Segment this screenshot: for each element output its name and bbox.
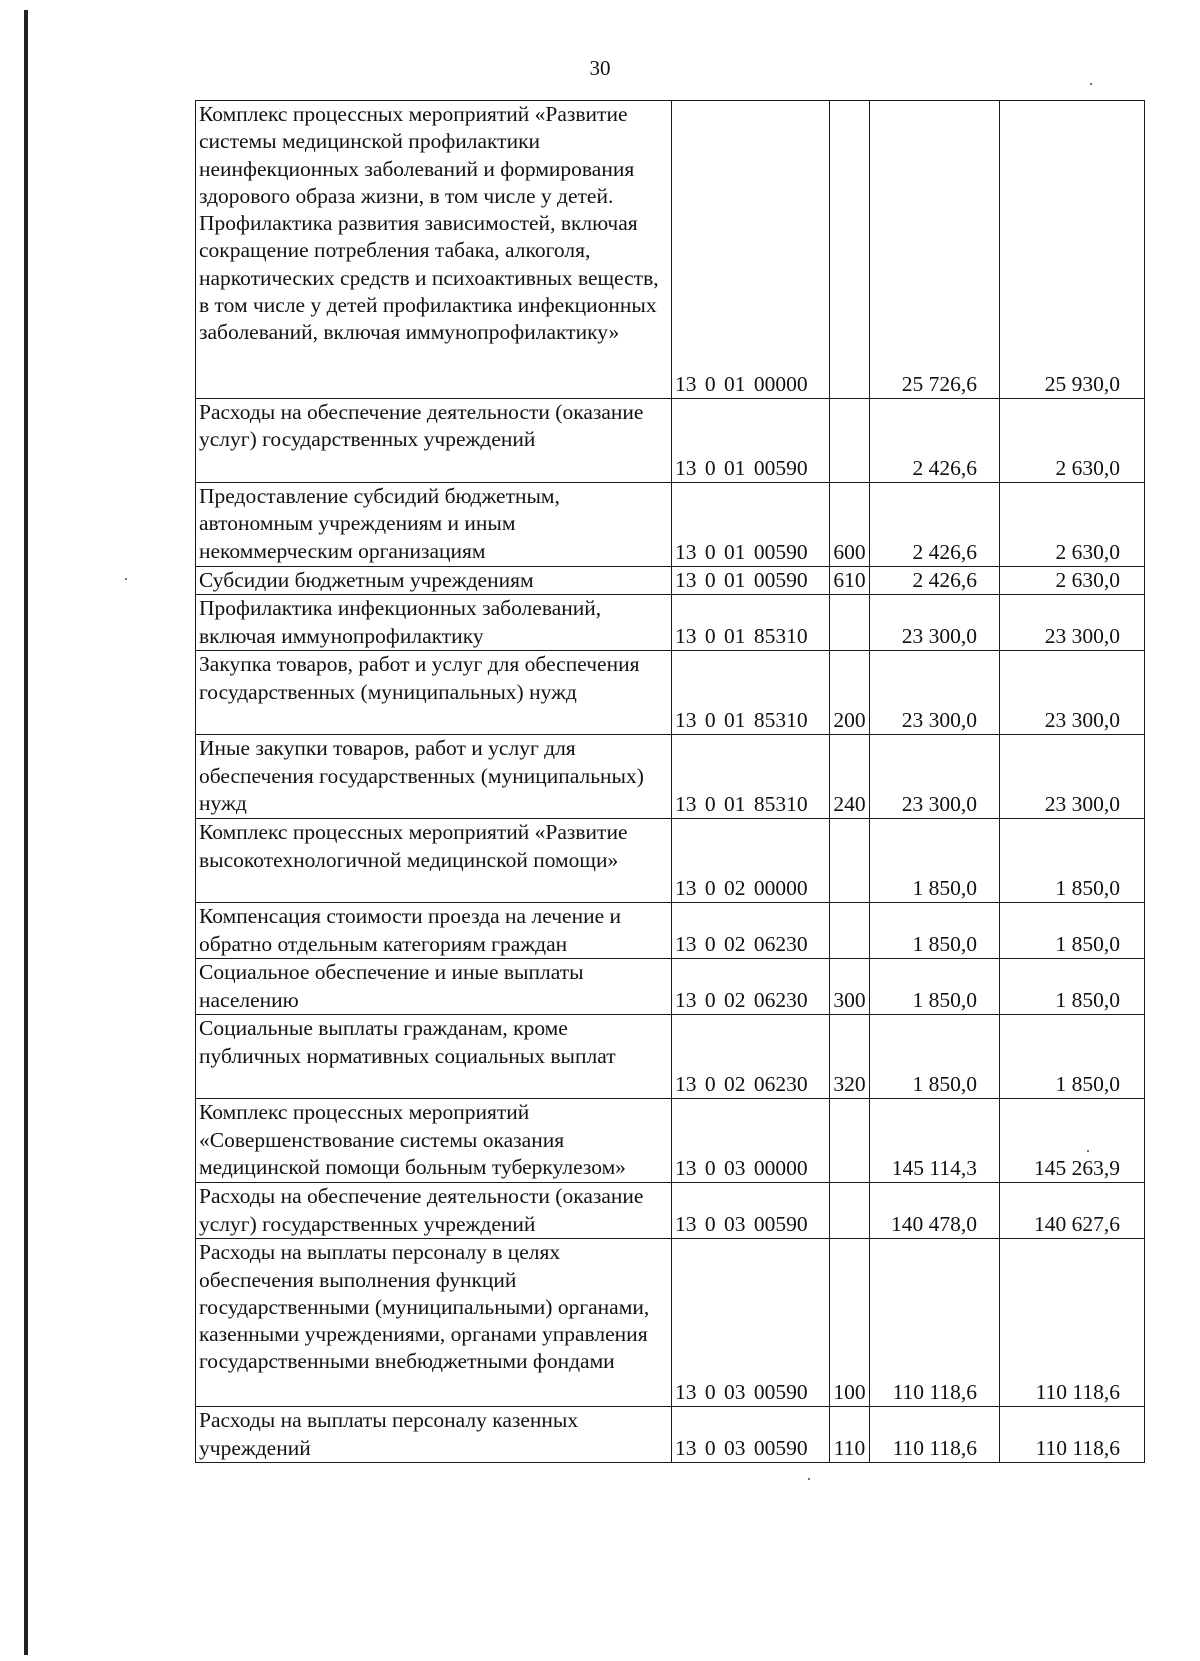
row-name-text: Субсидии бюджетным учреждениям bbox=[199, 568, 534, 592]
row-amount-year1: 23 300,0 bbox=[870, 595, 1000, 651]
table-row bbox=[196, 1407, 1145, 1463]
table-row bbox=[196, 1099, 1145, 1183]
row-expense-type: 110 bbox=[830, 1407, 870, 1463]
row-amount-year1: 110 118,6 bbox=[870, 1239, 1000, 1407]
scan-speck bbox=[808, 1478, 810, 1480]
row-target-article: 13 0 02 06230 bbox=[672, 1015, 830, 1099]
row-name bbox=[196, 399, 672, 483]
row-amount-year2: 2 630,0 bbox=[1000, 483, 1145, 567]
row-name-text: Расходы на выплаты персоналу казенных учреждений bbox=[199, 1408, 579, 1460]
row-target-article: 13 0 02 00000 bbox=[672, 819, 830, 903]
row-name bbox=[196, 903, 672, 959]
table-row bbox=[196, 483, 1145, 567]
row-amount-year1: 23 300,0 bbox=[870, 735, 1000, 819]
row-amount-year1: 1 850,0 bbox=[870, 903, 1000, 959]
row-expense-type bbox=[830, 819, 870, 903]
row-name bbox=[196, 1015, 672, 1099]
row-name bbox=[196, 651, 672, 735]
row-name bbox=[196, 483, 672, 567]
row-expense-type: 300 bbox=[830, 959, 870, 1015]
row-name-text: Социальные выплаты гражданам, кроме публичных нормативных социальных выплат bbox=[199, 1016, 616, 1068]
row-target-article: 13 0 01 00590 bbox=[672, 483, 830, 567]
row-name bbox=[196, 595, 672, 651]
row-target-article: 13 0 01 85310 bbox=[672, 735, 830, 819]
row-amount-year1: 145 114,3 bbox=[870, 1099, 1000, 1183]
scan-speck bbox=[1087, 1150, 1089, 1152]
binding-margin-line bbox=[24, 10, 28, 1655]
row-expense-type: 610 bbox=[830, 567, 870, 595]
row-name bbox=[196, 1239, 672, 1407]
row-name bbox=[196, 735, 672, 819]
row-amount-year1: 2 426,6 bbox=[870, 483, 1000, 567]
row-amount-year2: 1 850,0 bbox=[1000, 903, 1145, 959]
row-name bbox=[196, 101, 672, 399]
row-expense-type: 600 bbox=[830, 483, 870, 567]
table-row bbox=[196, 1239, 1145, 1407]
row-name-text: Предоставление субсидий бюджетным, автономным учреждениям и иным некоммерческим организациям bbox=[199, 484, 560, 563]
table-row bbox=[196, 819, 1145, 903]
row-expense-type: 240 bbox=[830, 735, 870, 819]
table-row bbox=[196, 595, 1145, 651]
row-name-text: Расходы на обеспечение деятельности (оказание услуг) государственных учреждений bbox=[199, 1184, 644, 1236]
scan-speck bbox=[1090, 83, 1092, 85]
row-name-text: Комплекс процессных мероприятий «Совершенствование системы оказания медицинской помощи больным туберкулезом» bbox=[199, 1100, 626, 1179]
row-target-article: 13 0 03 00000 bbox=[672, 1099, 830, 1183]
row-name bbox=[196, 1407, 672, 1463]
row-amount-year1: 2 426,6 bbox=[870, 399, 1000, 483]
row-name bbox=[196, 567, 672, 595]
row-target-article: 13 0 01 00590 bbox=[672, 567, 830, 595]
row-amount-year2: 110 118,6 bbox=[1000, 1239, 1145, 1407]
row-name bbox=[196, 1099, 672, 1183]
row-target-article: 13 0 01 00590 bbox=[672, 399, 830, 483]
row-amount-year2: 23 300,0 bbox=[1000, 735, 1145, 819]
row-expense-type: 200 bbox=[830, 651, 870, 735]
row-expense-type bbox=[830, 595, 870, 651]
row-amount-year1: 1 850,0 bbox=[870, 819, 1000, 903]
row-expense-type bbox=[830, 1183, 870, 1239]
row-expense-type: 320 bbox=[830, 1015, 870, 1099]
row-amount-year1: 1 850,0 bbox=[870, 959, 1000, 1015]
row-target-article: 13 0 01 00000 bbox=[672, 101, 830, 399]
row-amount-year2: 1 850,0 bbox=[1000, 819, 1145, 903]
row-target-article: 13 0 01 85310 bbox=[672, 651, 830, 735]
table-row bbox=[196, 903, 1145, 959]
row-target-article: 13 0 03 00590 bbox=[672, 1183, 830, 1239]
row-amount-year2: 140 627,6 bbox=[1000, 1183, 1145, 1239]
row-amount-year2: 1 850,0 bbox=[1000, 959, 1145, 1015]
row-name bbox=[196, 1183, 672, 1239]
row-amount-year2: 1 850,0 bbox=[1000, 1015, 1145, 1099]
row-name-text: Закупка товаров, работ и услуг для обеспечения государственных (муниципальных) нужд bbox=[199, 652, 640, 704]
row-expense-type: 100 bbox=[830, 1239, 870, 1407]
row-amount-year1: 1 850,0 bbox=[870, 1015, 1000, 1099]
row-expense-type bbox=[830, 903, 870, 959]
table-row bbox=[196, 101, 1145, 399]
row-name-text: Профилактика инфекционных заболеваний, включая иммунопрофилактику bbox=[199, 596, 602, 648]
row-target-article: 13 0 01 85310 bbox=[672, 595, 830, 651]
row-name-text: Комплекс процессных мероприятий «Развитие системы медицинской профилактики неинфекционных заболеваний и формирования здорового образа жизни, в том числе у детей. Профилактика развития зависимостей, включая сокращение потребления табака, алкоголя, наркотических средств и психоактивных веществ, в том числе у детей профилактика инфекционных заболеваний, включая иммунопрофилактику» bbox=[199, 102, 659, 345]
row-amount-year2: 145 263,9 bbox=[1000, 1099, 1145, 1183]
table-row bbox=[196, 651, 1145, 735]
table-row bbox=[196, 567, 1145, 595]
row-amount-year1: 23 300,0 bbox=[870, 651, 1000, 735]
row-name-text: Социальное обеспечение и иные выплаты населению bbox=[199, 960, 584, 1012]
row-amount-year2: 110 118,6 bbox=[1000, 1407, 1145, 1463]
table-row bbox=[196, 959, 1145, 1015]
row-name bbox=[196, 959, 672, 1015]
row-amount-year2: 25 930,0 bbox=[1000, 101, 1145, 399]
row-amount-year1: 2 426,6 bbox=[870, 567, 1000, 595]
budget-table-body bbox=[196, 101, 1145, 1463]
page-number: 30 bbox=[589, 56, 611, 80]
row-name-text: Комплекс процессных мероприятий «Развитие высокотехнологичной медицинской помощи» bbox=[199, 820, 628, 872]
row-name bbox=[196, 819, 672, 903]
row-amount-year1: 140 478,0 bbox=[870, 1183, 1000, 1239]
row-target-article: 13 0 03 00590 bbox=[672, 1407, 830, 1463]
budget-table bbox=[195, 100, 1145, 1463]
row-target-article: 13 0 03 00590 bbox=[672, 1239, 830, 1407]
row-amount-year1: 25 726,6 bbox=[870, 101, 1000, 399]
table-row bbox=[196, 1015, 1145, 1099]
table-row bbox=[196, 1183, 1145, 1239]
row-expense-type bbox=[830, 399, 870, 483]
scan-speck bbox=[125, 578, 127, 580]
row-amount-year1: 110 118,6 bbox=[870, 1407, 1000, 1463]
row-expense-type bbox=[830, 1099, 870, 1183]
row-name-text: Расходы на выплаты персоналу в целях обеспечения выполнения функций государственными (муниципальными) органами, казенными учреждениями, органами управления государственными внебюджетными фондами bbox=[199, 1240, 650, 1374]
row-target-article: 13 0 02 06230 bbox=[672, 959, 830, 1015]
row-name-text: Иные закупки товаров, работ и услуг для обеспечения государственных (муниципальных) нужд bbox=[199, 736, 644, 815]
row-amount-year2: 23 300,0 bbox=[1000, 651, 1145, 735]
row-expense-type bbox=[830, 101, 870, 399]
row-name-text: Компенсация стоимости проезда на лечение и обратно отдельным категориям граждан bbox=[199, 904, 622, 956]
row-amount-year2: 23 300,0 bbox=[1000, 595, 1145, 651]
row-target-article: 13 0 02 06230 bbox=[672, 903, 830, 959]
table-row bbox=[196, 399, 1145, 483]
row-amount-year2: 2 630,0 bbox=[1000, 399, 1145, 483]
table-row bbox=[196, 735, 1145, 819]
row-name-text: Расходы на обеспечение деятельности (оказание услуг) государственных учреждений bbox=[199, 400, 644, 452]
row-amount-year2: 2 630,0 bbox=[1000, 567, 1145, 595]
